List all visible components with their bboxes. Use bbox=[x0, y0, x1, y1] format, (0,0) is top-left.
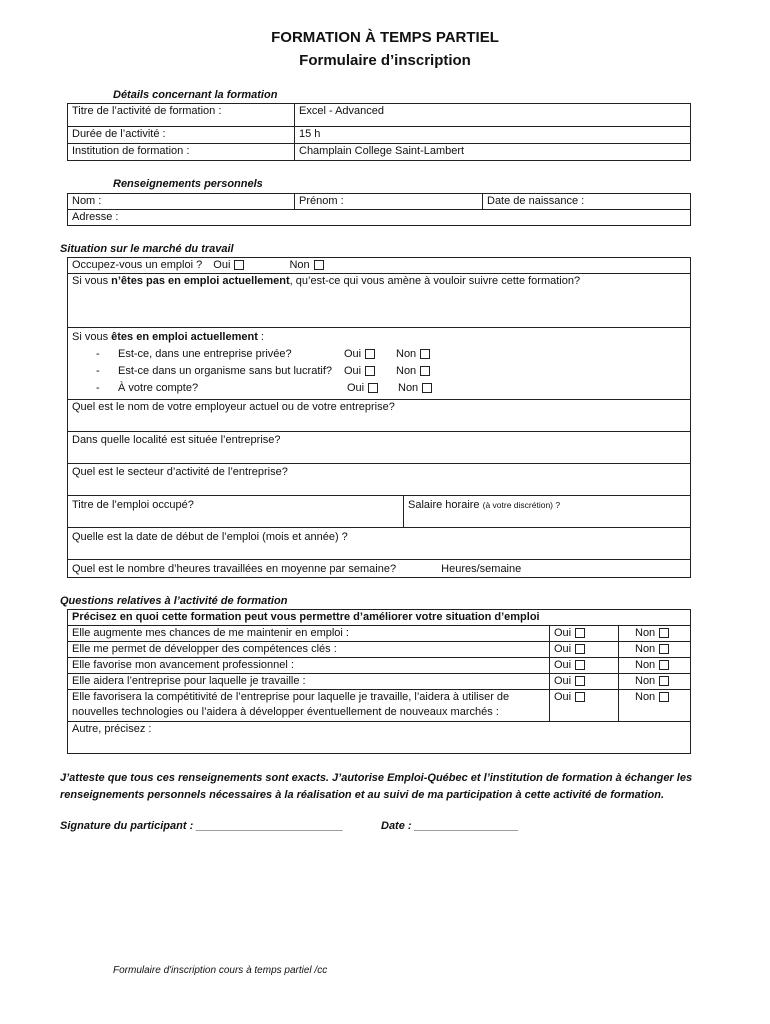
employed-oui-checkbox[interactable] bbox=[234, 260, 244, 270]
q5-oui-label: Oui bbox=[554, 691, 572, 703]
q4-non-checkbox[interactable] bbox=[659, 676, 669, 686]
sub-q-self: À votre compte? bbox=[118, 382, 199, 394]
training-institution-label: Institution de formation : bbox=[68, 144, 295, 161]
question-item-4: Elle aidera l’entreprise pour laquelle je travaille : bbox=[68, 674, 550, 690]
not-employed-row[interactable] bbox=[68, 274, 691, 328]
q3-non bbox=[619, 658, 691, 674]
self-non-checkbox[interactable] bbox=[422, 383, 432, 393]
employer-field[interactable]: Quel est le nom de votre employeur actuel ou de votre entreprise? bbox=[68, 400, 691, 432]
training-duration-value[interactable]: 15 h bbox=[295, 127, 691, 144]
q2-non-checkbox[interactable] bbox=[659, 644, 669, 654]
q4-non-label: Non bbox=[635, 675, 656, 687]
not-employed-post: , qu’est-ce qui vous amène à vouloir suivre cette formation? bbox=[289, 275, 581, 287]
questions-table bbox=[67, 609, 691, 754]
sub-q-dash-1: - bbox=[96, 348, 100, 360]
q5-non-label: Non bbox=[635, 691, 656, 703]
salary-label: Salaire horaire bbox=[408, 499, 480, 511]
question-item-2: Elle me permet de développer des compétences clés : bbox=[68, 642, 550, 658]
self-non-label: Non bbox=[398, 382, 419, 394]
q3-oui-checkbox[interactable] bbox=[575, 660, 585, 670]
locality-field[interactable]: Dans quelle localité est située l’entreprise? bbox=[68, 432, 691, 464]
training-section-label: Détails concernant la formation bbox=[113, 89, 278, 101]
not-employed-pre: Si vous bbox=[72, 275, 112, 287]
private-oui-checkbox[interactable] bbox=[365, 349, 375, 359]
questions-header: Précisez en quoi cette formation peut vous permettre d’améliorer votre situation d’emploi bbox=[68, 610, 691, 626]
self-oui-checkbox[interactable] bbox=[368, 383, 378, 393]
q3-non-label: Non bbox=[635, 659, 656, 671]
employed-non-checkbox[interactable] bbox=[314, 260, 324, 270]
q1-non bbox=[619, 626, 691, 642]
private-non-label: Non bbox=[396, 348, 417, 360]
employed-non-label: Non bbox=[289, 259, 310, 271]
employed-pre: Si vous bbox=[72, 331, 112, 343]
nonprofit-oui-label: Oui bbox=[344, 365, 362, 377]
q2-oui-label: Oui bbox=[554, 643, 572, 655]
sub-q-private: Est-ce, dans une entreprise privée? bbox=[118, 348, 292, 360]
private-oui-label: Oui bbox=[344, 348, 362, 360]
form-title: FORMATION À TEMPS PARTIEL bbox=[271, 29, 499, 46]
personal-section-label: Renseignements personnels bbox=[113, 178, 263, 190]
hours-label: Quel est le nombre d’heures travaillées en moyenne par semaine? bbox=[72, 563, 397, 575]
sector-field[interactable]: Quel est le secteur d’activité de l’entreprise? bbox=[68, 464, 691, 496]
nonprofit-oui-checkbox[interactable] bbox=[365, 366, 375, 376]
q5-oui bbox=[550, 690, 619, 722]
q3-non-checkbox[interactable] bbox=[659, 660, 669, 670]
nom-field[interactable]: Nom : bbox=[68, 194, 295, 210]
footer-text: Formulaire d'inscription cours à temps partiel /cc bbox=[113, 965, 328, 976]
q2-non bbox=[619, 642, 691, 658]
date-line[interactable]: Date : _________________ bbox=[381, 820, 519, 832]
work-section-label: Situation sur le marché du travail bbox=[60, 243, 234, 255]
q5-non-checkbox[interactable] bbox=[659, 692, 669, 702]
work-table bbox=[67, 257, 691, 578]
questions-section-label: Questions relatives à l’activité de formation bbox=[60, 595, 288, 607]
form-subtitle: Formulaire d’inscription bbox=[299, 52, 471, 69]
sub-q-dash-2: - bbox=[96, 365, 100, 377]
training-title-value[interactable]: Excel - Advanced bbox=[295, 104, 691, 127]
q4-oui bbox=[550, 674, 619, 690]
other-field[interactable]: Autre, précisez : bbox=[68, 722, 691, 754]
question-item-3: Elle favorise mon avancement professionnel : bbox=[68, 658, 550, 674]
q3-oui-label: Oui bbox=[554, 659, 572, 671]
job-title-field[interactable]: Titre de l’emploi occupé? bbox=[68, 496, 404, 528]
q2-non-label: Non bbox=[635, 643, 656, 655]
employed-block bbox=[68, 328, 691, 400]
sub-q-nonprofit: Est-ce dans un organisme sans but lucratif? bbox=[118, 365, 333, 377]
q2-oui-checkbox[interactable] bbox=[575, 644, 585, 654]
start-date-field[interactable]: Quelle est la date de début de l’emploi (mois et année) ? bbox=[68, 528, 691, 560]
employed-post: : bbox=[257, 331, 264, 343]
adresse-field[interactable]: Adresse : bbox=[68, 210, 691, 226]
personal-table bbox=[67, 193, 691, 226]
naissance-field[interactable]: Date de naissance : bbox=[483, 194, 691, 210]
q4-oui-checkbox[interactable] bbox=[575, 676, 585, 686]
q4-oui-label: Oui bbox=[554, 675, 572, 687]
q5-non bbox=[619, 690, 691, 722]
question-item-1: Elle augmente mes chances de me maintenir en emploi : bbox=[68, 626, 550, 642]
hours-unit: Heures/semaine bbox=[441, 563, 522, 575]
private-non-checkbox[interactable] bbox=[420, 349, 430, 359]
sub-q-dash-3: - bbox=[96, 382, 100, 394]
q2-oui bbox=[550, 642, 619, 658]
q1-oui bbox=[550, 626, 619, 642]
training-duration-label: Durée de l’activité : bbox=[68, 127, 295, 144]
q4-non bbox=[619, 674, 691, 690]
q1-non-checkbox[interactable] bbox=[659, 628, 669, 638]
nonprofit-non-label: Non bbox=[396, 365, 417, 377]
signature-line[interactable]: Signature du participant : ________________________ bbox=[60, 820, 344, 832]
employed-question-row bbox=[68, 258, 691, 274]
self-oui-label: Oui bbox=[347, 382, 365, 394]
not-employed-bold: n’êtes pas en emploi actuellement bbox=[111, 275, 290, 287]
employed-question: Occupez-vous un emploi ? bbox=[72, 259, 203, 271]
q1-oui-checkbox[interactable] bbox=[575, 628, 585, 638]
prenom-field[interactable]: Prénom : bbox=[295, 194, 483, 210]
employed-bold: êtes en emploi actuellement bbox=[111, 331, 258, 343]
q1-oui-label: Oui bbox=[554, 627, 572, 639]
attestation-text: J’atteste que tous ces renseignements sont exacts. J’autorise Emploi-Québec et l’institution de formation à échanger les renseignements personnels nécessaires à la réalisation et au suivi de ma participation à cette activité de formation. bbox=[60, 772, 693, 801]
hours-field[interactable] bbox=[68, 560, 691, 578]
nonprofit-non-checkbox[interactable] bbox=[420, 366, 430, 376]
salary-note: (à votre discrétion) ? bbox=[482, 500, 561, 510]
training-institution-value[interactable]: Champlain College Saint-Lambert bbox=[295, 144, 691, 161]
salary-field[interactable] bbox=[404, 496, 691, 528]
employed-oui-label: Oui bbox=[213, 259, 231, 271]
training-title-label: Titre de l’activité de formation : bbox=[68, 104, 295, 127]
training-table bbox=[67, 103, 691, 161]
question-item-5: Elle favorisera la compétitivité de l’entreprise pour laquelle je travaille, l’aidera à utiliser de nouvelles technologies ou l’aidera à développer éventuellement de nouveaux marchés : bbox=[68, 690, 550, 722]
q5-oui-checkbox[interactable] bbox=[575, 692, 585, 702]
q3-oui bbox=[550, 658, 619, 674]
q1-non-label: Non bbox=[635, 627, 656, 639]
